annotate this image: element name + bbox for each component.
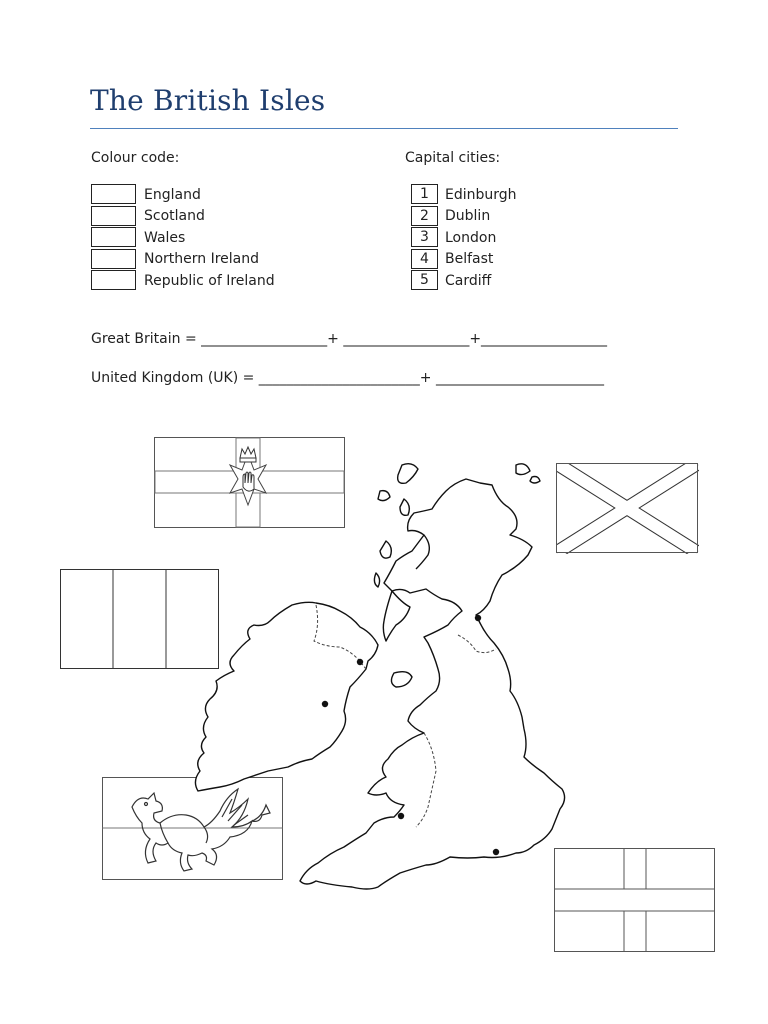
capital-dot-dublin [322, 701, 328, 707]
capital-row [411, 227, 517, 249]
colour-code-list [91, 184, 275, 292]
capital-name: Cardiff [445, 272, 492, 289]
colour-code-row-wales [91, 227, 275, 249]
colour-code-label: Northern Ireland [144, 251, 260, 268]
capital-cities-heading: Capital cities: [405, 150, 501, 166]
colour-code-heading: Colour code: [91, 150, 180, 166]
colour-code-row-northern-ireland [91, 249, 275, 271]
capital-name: Belfast [445, 251, 494, 268]
capital-number: 1 [411, 184, 438, 204]
capital-number: 3 [411, 227, 438, 247]
colour-code-row-england [91, 184, 275, 206]
capital-name: London [445, 229, 497, 246]
colour-code-label: Wales [144, 229, 186, 246]
colour-box-republic-of-ireland[interactable] [91, 270, 136, 290]
colour-box-wales[interactable] [91, 227, 136, 247]
capital-row [411, 249, 517, 271]
colour-code-label: England [144, 186, 201, 203]
colour-box-scotland[interactable] [91, 206, 136, 226]
capital-dot-edinburgh [475, 615, 481, 621]
colour-box-northern-ireland[interactable] [91, 249, 136, 269]
capital-dot-london [493, 849, 499, 855]
capital-number: 5 [411, 270, 438, 290]
page-title: The British Isles [90, 84, 326, 117]
colour-code-row-scotland [91, 206, 275, 228]
capital-name: Edinburgh [445, 186, 517, 203]
capital-row [411, 270, 517, 292]
capital-number: 4 [411, 249, 438, 269]
colour-box-england[interactable] [91, 184, 136, 204]
british-isles-map [180, 455, 580, 905]
capital-dot-belfast [357, 659, 363, 665]
colour-code-label: Republic of Ireland [144, 272, 275, 289]
great-britain-equation: Great Britain = __________________+ __________________+__________________ [91, 331, 608, 347]
ireland-outline [195, 602, 378, 791]
capital-number: 2 [411, 206, 438, 226]
capital-row [411, 206, 517, 228]
capital-row [411, 184, 517, 206]
capital-cities-list [411, 184, 517, 292]
capital-dot-cardiff [398, 813, 404, 819]
united-kingdom-equation: United Kingdom (UK) = _______________________+ ________________________ [91, 370, 604, 386]
title-underline [90, 128, 678, 129]
colour-code-label: Scotland [144, 208, 205, 225]
colour-code-row-republic-of-ireland [91, 270, 275, 292]
capital-name: Dublin [445, 208, 491, 225]
